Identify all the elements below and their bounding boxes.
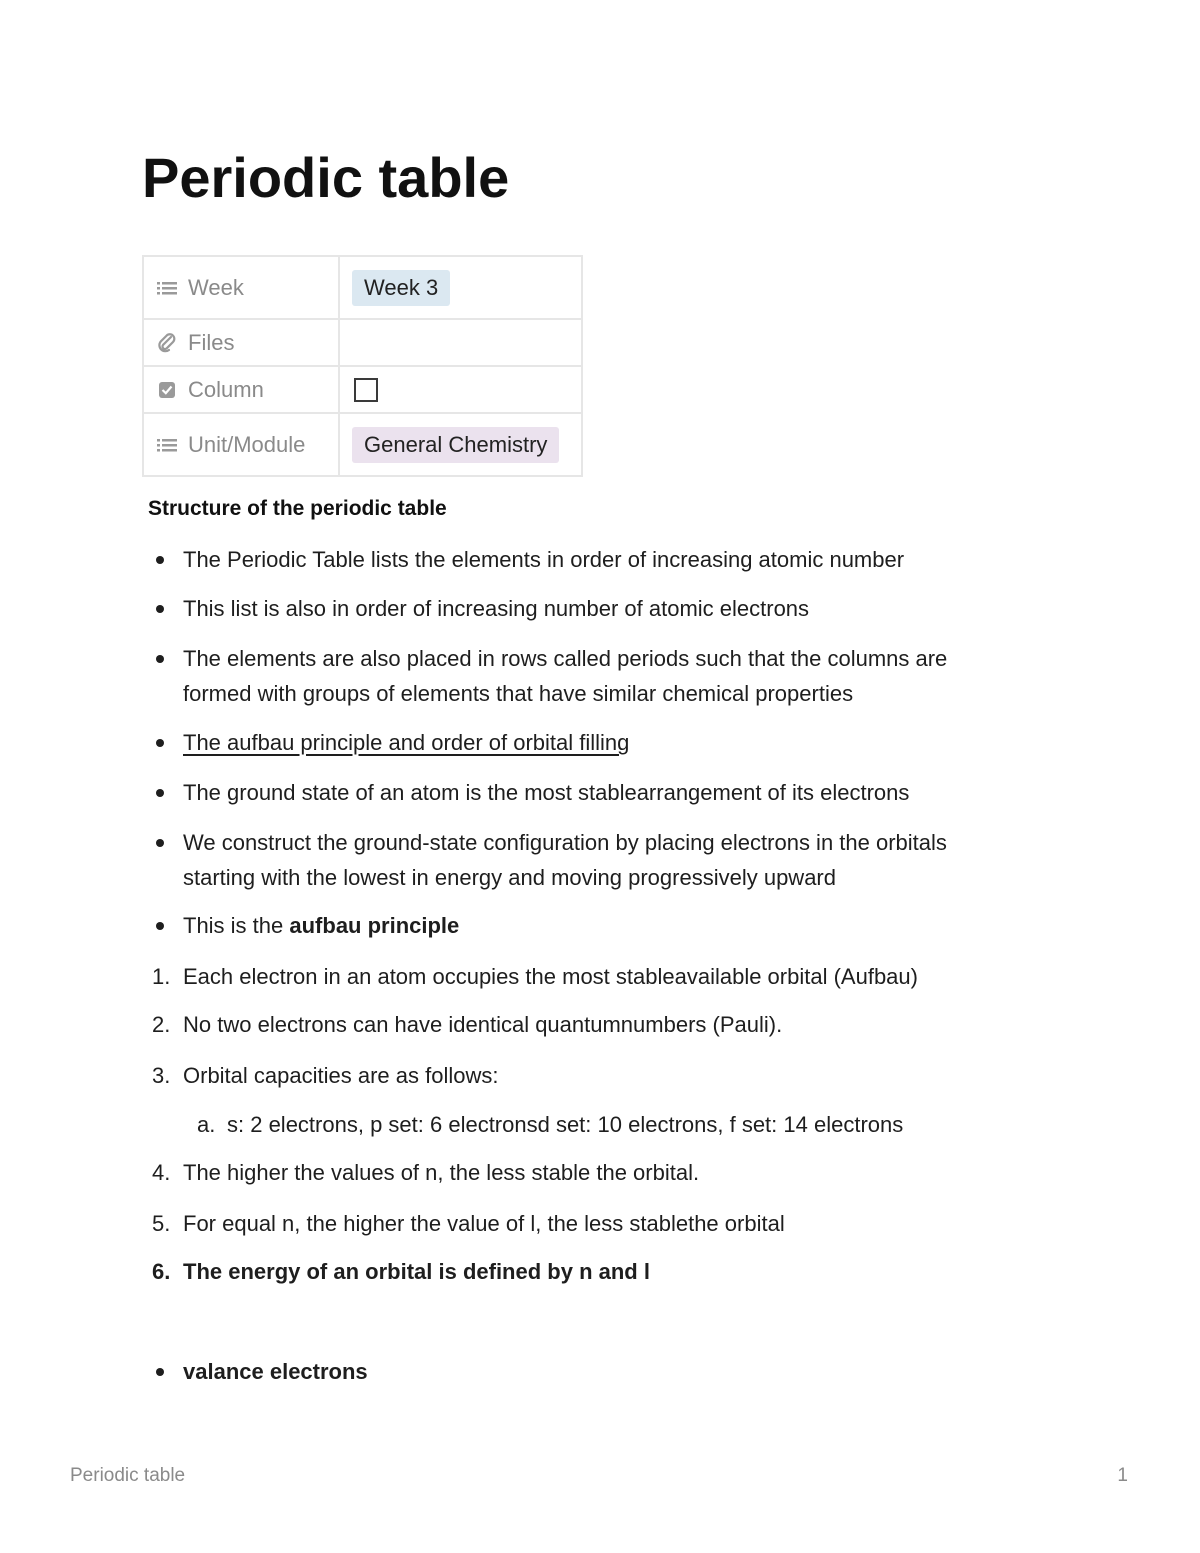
property-key <box>143 366 339 413</box>
bullet-icon <box>156 1368 164 1376</box>
bullet-icon <box>156 655 164 663</box>
property-row-week <box>143 256 582 319</box>
property-value <box>339 366 582 413</box>
sub-list-item: s: 2 electrons, p set: 6 electronsd set: 10 electrons, f set: 14 electrons <box>227 1112 904 1137</box>
list-number: 5. <box>152 1211 171 1236</box>
page-number: 1 <box>1117 1465 1128 1486</box>
checkbox-icon <box>156 379 178 401</box>
property-label: Unit/Module <box>188 431 306 457</box>
bullet-icon <box>156 739 164 747</box>
week-tag[interactable]: Week 3 <box>352 270 450 306</box>
list-icon <box>156 434 178 456</box>
footer-title: Periodic table <box>70 1465 186 1486</box>
list-number: 3. <box>152 1063 171 1088</box>
section-heading: Structure of the periodic table <box>148 497 447 520</box>
page-title: Periodic table <box>142 146 510 209</box>
aufbau-link[interactable]: The aufbau principle and order of orbital filling <box>183 730 630 755</box>
unit-module-tag[interactable]: General Chemistry <box>352 427 559 463</box>
bullet-icon <box>156 605 164 613</box>
list-number: 6. <box>152 1259 171 1284</box>
list-item: The Periodic Table lists the elements in order of increasing atomic number <box>183 547 905 572</box>
list-item <box>183 908 459 943</box>
numbered-item: The higher the values of n, the less stable the orbital. <box>183 1160 700 1185</box>
numbered-item: Each electron in an atom occupies the most stableavailable orbital (Aufbau) <box>183 964 918 989</box>
properties-table <box>142 255 583 477</box>
property-row-unit-module <box>143 413 582 476</box>
property-key <box>143 413 339 476</box>
numbered-item: Orbital capacities are as follows: <box>183 1063 499 1088</box>
list-item: valance electrons <box>183 1359 368 1384</box>
paperclip-icon <box>156 332 178 354</box>
property-label: Column <box>188 376 264 402</box>
list-item: The elements are also placed in rows called periods such that the columns are <box>183 646 948 671</box>
bullet-icon <box>156 839 164 847</box>
numbered-item: For equal n, the higher the value of l, the less stablethe orbital <box>183 1211 785 1236</box>
aufbau-prefix: This is the <box>183 913 290 938</box>
list-number: 1. <box>152 964 171 989</box>
property-label: Files <box>188 329 235 355</box>
aufbau-bold: aufbau principle <box>289 913 460 938</box>
list-item-continuation: starting with the lowest in energy and moving progressively upward <box>183 865 836 890</box>
property-key <box>143 319 339 366</box>
numbered-item: No two electrons can have identical quantumnumbers (Pauli). <box>183 1012 783 1037</box>
bullet-icon <box>156 922 164 930</box>
property-row-column <box>143 366 582 413</box>
property-label: Week <box>188 274 244 300</box>
list-number: 4. <box>152 1160 171 1185</box>
list-item-continuation: formed with groups of elements that have similar chemical properties <box>183 681 854 706</box>
list-item: This list is also in order of increasing number of atomic electrons <box>183 596 810 621</box>
property-key <box>143 256 339 319</box>
bullet-icon <box>156 556 164 564</box>
numbered-item: The energy of an orbital is defined by n and l <box>183 1259 650 1284</box>
list-number: 2. <box>152 1012 171 1037</box>
list-item: The ground state of an atom is the most stablearrangement of its electrons <box>183 780 910 805</box>
property-row-files <box>143 319 582 366</box>
column-checkbox[interactable] <box>354 378 378 402</box>
bullet-icon <box>156 789 164 797</box>
list-icon <box>156 277 178 299</box>
property-value[interactable] <box>339 413 582 476</box>
list-item: We construct the ground-state configuration by placing electrons in the orbitals <box>183 830 947 855</box>
files-value[interactable] <box>339 319 582 366</box>
property-value[interactable] <box>339 256 582 319</box>
sub-list-letter: a. <box>197 1112 216 1137</box>
